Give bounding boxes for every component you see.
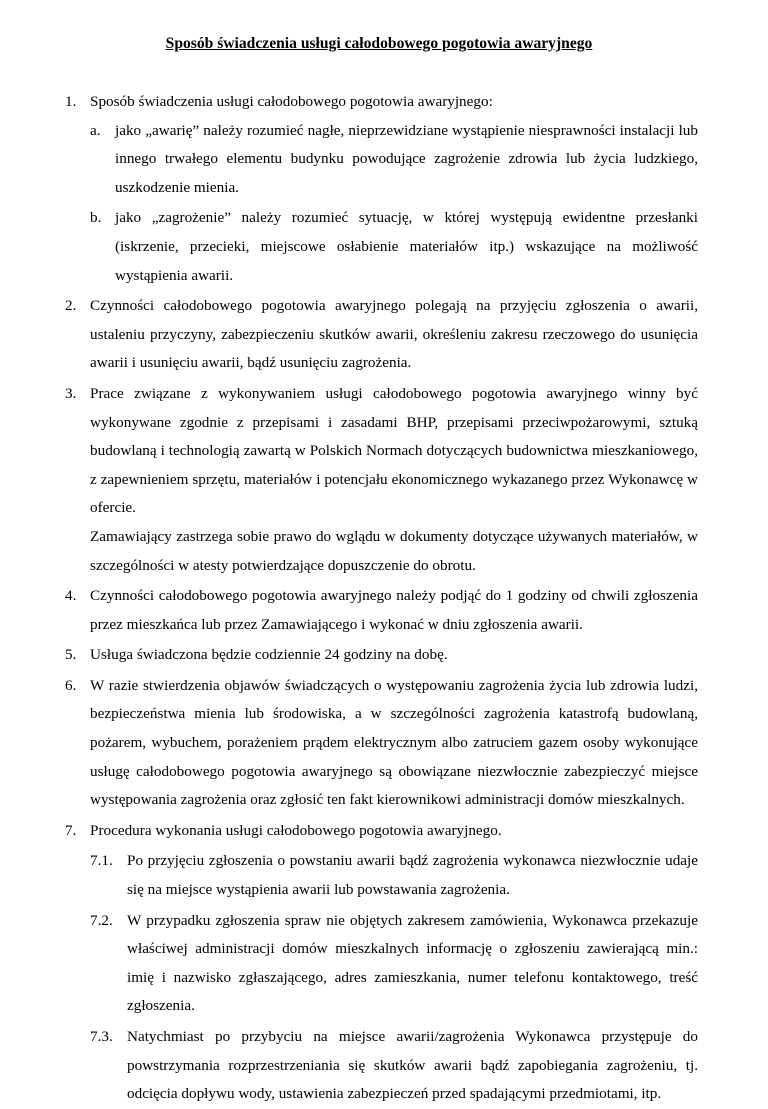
subitem-text: jako „zagrożenie” należy rozumieć sytuację, w której występują ewidentne przesłanki (iskrzenie, przecieki, miejscowe osłabienie materiałów itp.) wskazujące na możliwość wystąpienia awarii. [115, 209, 698, 284]
sublist-item-a [90, 117, 698, 203]
sublist-item-7-2 [90, 907, 698, 1021]
list-item-6 [60, 672, 698, 815]
sublist-item-b [90, 204, 698, 290]
item-number: 5. [65, 646, 77, 664]
subitem-text: jako „awarię” należy rozumieć nagłe, nieprzewidziane wystąpienie niesprawności instalacji lub innego trwałego elementu budynku powodujące zagrożenie zdrowia lub życia ludzkiego, uszkodzenie mienia. [115, 121, 698, 196]
list-item-7 [60, 817, 698, 1109]
item-text: Sposób świadczenia usługi całodobowego pogotowia awaryjnego: [90, 93, 493, 110]
subitem-number: 7.2. [90, 911, 113, 929]
sublist-item-7-1 [90, 847, 698, 904]
item-number: 4. [65, 587, 77, 605]
list-item-5 [60, 641, 698, 670]
item-number: 7. [65, 821, 77, 839]
sublist-item-7-3 [90, 1023, 698, 1109]
subitem-text: Po przyjęciu zgłoszenia o powstaniu awarii bądź zagrożenia wykonawca niezwłocznie udaje się na miejsce wystąpienia awarii lub powstawania zagrożenia. [127, 852, 698, 899]
item-text: Czynności całodobowego pogotowia awaryjnego należy podjąć do 1 godziny od chwili zgłoszenia przez mieszkańca lub przez Zamawiającego i wykonać w dniu zgłoszenia awarii. [90, 587, 698, 633]
item-number: 2. [65, 297, 77, 315]
subitem-number: 7.1. [90, 852, 113, 870]
item-text: Czynności całodobowego pogotowia awaryjnego polegają na przyjęciu zgłoszenia o awarii, ustaleniu przyczyny, zabezpieczeniu skutków awarii, określeniu zakresu rzeczowego do usunięcia awarii i usunięciu awarii, bądź usunięciu zagrożenia. [90, 297, 698, 372]
subitem-number: 7.3. [90, 1028, 113, 1045]
main-list [60, 88, 698, 1109]
item-text: Prace związane z wykonywaniem usługi całodobowego pogotowia awaryjnego winny być wykonywane zgodnie z przepisami i zasadami BHP, przepisami przeciwpożarowymi, sztuką budowlaną i technologią zawartą w Polskich Normach dotyczących budownictwa mieszkaniowego, z zapewnieniem sprzętu, materiałów i potencjału ekonomicznego wykazanego przez Wykonawcę w ofercie. [90, 384, 698, 517]
item-paragraph: Zamawiający zastrzega sobie prawo do wglądu w dokumenty dotyczące używanych materiałów, w szczególności w atesty potwierdzające dopuszczenie do obrotu. [90, 527, 698, 574]
item-number: 6. [65, 676, 77, 694]
list-item-4 [60, 582, 698, 639]
subitem-number: a. [90, 121, 101, 139]
subitem-text: Natychmiast po przybyciu na miejsce awarii/zagrożenia Wykonawca przystępuje do powstrzymania rozprzestrzeniania się skutków awarii bądź zapobiegania zagrożeniu, tj. odcięcia dopływu wody, ustawienia zabezpieczeń przed spadającymi przedmiotami, itp. [127, 1028, 698, 1103]
item-text: Procedura wykonania usługi całodobowego pogotowia awaryjnego. [90, 821, 502, 839]
subitem-number: b. [90, 209, 102, 227]
list-item-3 [60, 380, 698, 580]
sublist-1 [90, 117, 698, 291]
item-text: W razie stwierdzenia objawów świadczących o występowaniu zagrożenia życia lub zdrowia ludzi, bezpieczeństwa mienia lub środowiska, a w szczególności zagrożenia katastrofą budowlaną, pożarem, wybuchem, porażeniem prądem elektrycznym albo zatruciem gazem osoby wykonujące usługę całodobowego pogotowia awaryjnego są obowiązane niezwłocznie zabezpieczyć miejsce występowania zagrożenia oraz zgłosić ten fakt kierownikowi administracji domów mieszkalnych. [90, 676, 698, 809]
document-title: Sposób świadczenia usługi całodobowego pogotowia awaryjnego [165, 35, 593, 52]
subitem-text: W przypadku zgłoszenia spraw nie objętych zakresem zamówienia, Wykonawca przekazuje właściwej administracji domów mieszkalnych informację o zgłoszeniu zawierającą min.: imię i nazwisko zgłaszającego, adres zamieszkania, numer telefonu kontaktowego, treść zgłoszenia. [127, 911, 698, 1015]
item-text: Usługa świadczona będzie codziennie 24 godziny na dobę. [90, 646, 448, 664]
list-item-2 [60, 292, 698, 378]
item-number: 1. [65, 93, 77, 110]
item-number: 3. [65, 384, 77, 402]
sublist-7 [90, 847, 698, 1108]
list-item-1 [60, 88, 698, 290]
